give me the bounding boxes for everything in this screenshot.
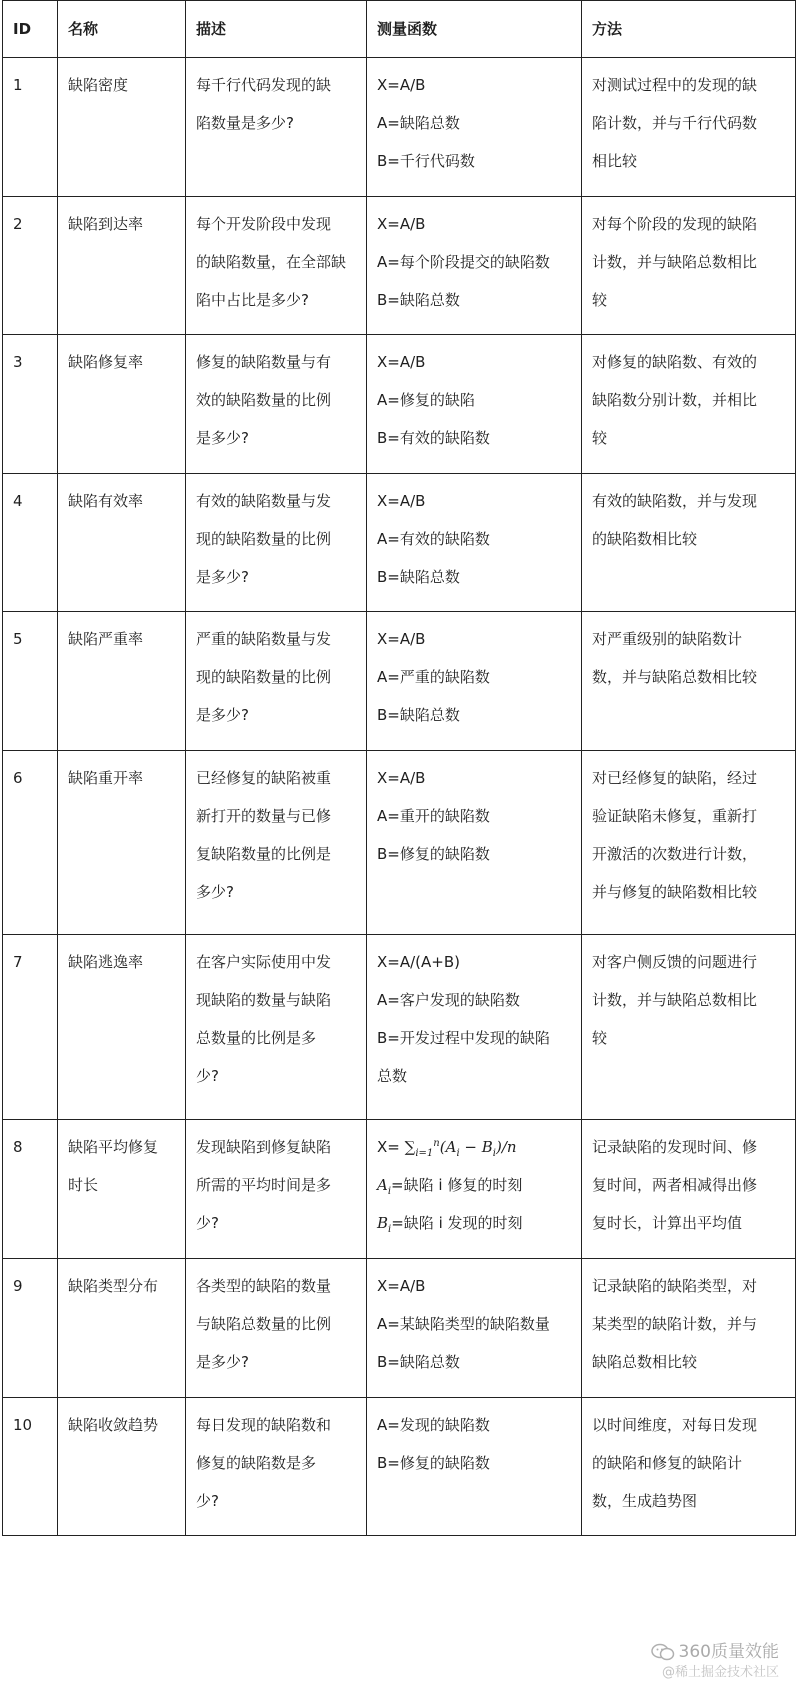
metric-description: 现缺陷的数量与缺陷 [196, 991, 332, 1009]
cell-measure-function [367, 58, 582, 197]
cell-id [3, 197, 58, 335]
measure-formula: X=A/B [377, 76, 426, 94]
measure-formula: A=某缺陷类型的缺陷数量 [377, 1315, 550, 1333]
metric-description: 发现缺陷到修复缺陷 [196, 1138, 332, 1156]
cell-name [58, 935, 186, 1120]
method-text: 的缺陷和修复的缺陷计 [592, 1454, 743, 1472]
cell-id [3, 751, 58, 935]
metric-description: 每日发现的缺陷数和 [196, 1416, 332, 1434]
metric-name: 缺陷逃逸率 [68, 953, 144, 971]
cell-description [186, 935, 367, 1120]
row-id: 8 [13, 1138, 23, 1156]
cell-description [186, 58, 367, 197]
measure-formula: A=每个阶段提交的缺陷数 [377, 253, 550, 271]
metric-name: 缺陷严重率 [68, 630, 144, 648]
method-text: 相比较 [592, 152, 638, 170]
table-body [3, 58, 796, 1536]
measure-formula: A=缺陷总数 [377, 114, 460, 132]
formula-variable-text: =缺陷 i 发现的时刻 [391, 1214, 523, 1232]
measure-formula: A=客户发现的缺陷数 [377, 991, 520, 1009]
table-row [3, 1398, 796, 1536]
metric-description: 总数量的比例是多 [196, 1029, 317, 1047]
watermark [651, 1640, 779, 1682]
row-id: 1 [13, 76, 23, 94]
row-id: 7 [13, 953, 23, 971]
metric-description: 新打开的数量与已修 [196, 807, 332, 825]
header-name: 名称 [58, 1, 186, 58]
cell-description [186, 1120, 367, 1259]
cell-method [582, 1120, 796, 1259]
metric-description: 有效的缺陷数量与发 [196, 492, 332, 510]
cell-method [582, 612, 796, 751]
metric-description: 与缺陷总数量的比例 [196, 1315, 332, 1333]
metric-description: 是多少? [196, 706, 249, 724]
measure-formula: X=A/B [377, 630, 426, 648]
cell-id [3, 335, 58, 474]
cell-method [582, 335, 796, 474]
row-id: 5 [13, 630, 23, 648]
metric-description: 修复的缺陷数是多 [196, 1454, 317, 1472]
measure-formula: B=修复的缺陷数 [377, 845, 490, 863]
cell-method [582, 751, 796, 935]
metric-description: 已经修复的缺陷被重 [196, 769, 332, 787]
formula-prefix: X= [377, 1138, 400, 1156]
formula-variable: $B_i$ [377, 1214, 392, 1235]
cell-name [58, 1120, 186, 1259]
measure-formula: A=有效的缺陷数 [377, 530, 490, 548]
cell-id [3, 1259, 58, 1398]
table-row [3, 935, 796, 1120]
table-row [3, 335, 796, 474]
cell-description [186, 474, 367, 612]
measure-formula: B=缺陷总数 [377, 568, 460, 586]
header-measure-function: 测量函数 [367, 1, 582, 58]
table-row [3, 1120, 796, 1259]
table-row [3, 58, 796, 197]
header-description: 描述 [186, 1, 367, 58]
metric-name: 缺陷收敛趋势 [68, 1416, 159, 1434]
measure-formula: B=有效的缺陷数 [377, 429, 490, 447]
metric-description: 修复的缺陷数量与有 [196, 353, 332, 371]
cell-measure-function [367, 612, 582, 751]
cell-description [186, 751, 367, 935]
metric-description: 效的缺陷数量的比例 [196, 391, 332, 409]
method-text: 复时长，计算出平均值 [592, 1214, 743, 1232]
row-id: 6 [13, 769, 23, 787]
cell-name [58, 58, 186, 197]
method-text: 对每个阶段的发现的缺陷 [592, 215, 758, 233]
measure-formula: X=A/B [377, 769, 426, 787]
metric-description: 每个开发阶段中发现 [196, 215, 332, 233]
measure-formula: B=千行代码数 [377, 152, 475, 170]
cell-id [3, 612, 58, 751]
method-text: 对严重级别的缺陷数计 [592, 630, 743, 648]
method-text: 缺陷数分别计数，并相比 [592, 391, 758, 409]
measure-formula: X=A/B [377, 215, 426, 233]
cell-method [582, 474, 796, 612]
measure-formula: A=严重的缺陷数 [377, 668, 490, 686]
wechat-icon [651, 1643, 675, 1661]
measure-formula: 总数 [377, 1067, 408, 1085]
metric-description: 各类型的缺陷的数量 [196, 1277, 332, 1295]
metric-name: 缺陷平均修复 [68, 1138, 159, 1156]
metric-description: 的缺陷数量，在全部缺 [196, 253, 347, 271]
measure-formula: X=A/(A+B) [377, 953, 460, 971]
measure-formula: B=缺陷总数 [377, 1353, 460, 1371]
row-id: 10 [13, 1416, 33, 1434]
cell-measure-function [367, 1120, 582, 1259]
cell-measure-function [367, 935, 582, 1120]
formula-variable: $A_i$ [377, 1176, 392, 1197]
cell-method [582, 1259, 796, 1398]
metric-description: 每千行代码发现的缺 [196, 76, 332, 94]
method-text: 对客户侧反馈的问题进行 [592, 953, 758, 971]
method-text: 较 [592, 291, 608, 309]
cell-name [58, 1259, 186, 1398]
method-text: 记录缺陷的发现时间、修 [592, 1138, 758, 1156]
cell-description [186, 1259, 367, 1398]
method-text: 数，生成趋势图 [592, 1492, 698, 1510]
metric-description: 少? [196, 1067, 219, 1085]
method-text: 较 [592, 429, 608, 447]
cell-method [582, 197, 796, 335]
method-text: 验证缺陷未修复，重新打 [592, 807, 758, 825]
table-row [3, 751, 796, 935]
cell-measure-function [367, 1259, 582, 1398]
table-row [3, 612, 796, 751]
metric-description: 陷数量是多少? [196, 114, 294, 132]
cell-measure-function [367, 335, 582, 474]
method-text: 较 [592, 1029, 608, 1047]
watermark-line1: 360质量效能 [678, 1642, 779, 1662]
metric-description: 少? [196, 1492, 219, 1510]
measure-formula: B=修复的缺陷数 [377, 1454, 490, 1472]
cell-method [582, 935, 796, 1120]
measure-formula: X=A/B [377, 353, 426, 371]
metric-name: 缺陷类型分布 [68, 1277, 159, 1295]
table-row [3, 474, 796, 612]
table-header-row [3, 1, 796, 58]
method-text: 有效的缺陷数，并与发现 [592, 492, 758, 510]
cell-description [186, 197, 367, 335]
method-text: 缺陷总数相比较 [592, 1353, 698, 1371]
metric-description: 多少? [196, 883, 234, 901]
cell-name [58, 335, 186, 474]
method-text: 对修复的缺陷数、有效的 [592, 353, 758, 371]
cell-name [58, 474, 186, 612]
summation-expression: $\sum_{i=1}^n(A_i - B_i)/n$ [399, 1138, 517, 1159]
method-text: 的缺陷数相比较 [592, 530, 698, 548]
cell-measure-function [367, 197, 582, 335]
watermark-brand [651, 1640, 779, 1664]
metric-name: 时长 [68, 1176, 99, 1194]
method-text: 某类型的缺陷计数，并与 [592, 1315, 758, 1333]
metric-description: 复缺陷数量的比例是 [196, 845, 332, 863]
cell-method [582, 58, 796, 197]
method-text: 计数，并与缺陷总数相比 [592, 253, 758, 271]
measure-formula: X=A/B [377, 492, 426, 510]
cell-measure-function [367, 474, 582, 612]
cell-name [58, 612, 186, 751]
cell-description [186, 335, 367, 474]
metric-name: 缺陷到达率 [68, 215, 144, 233]
metric-description: 是多少? [196, 1353, 249, 1371]
measure-formula: A=修复的缺陷 [377, 391, 475, 409]
method-text: 对已经修复的缺陷，经过 [592, 769, 758, 787]
cell-id [3, 1120, 58, 1259]
row-id: 3 [13, 353, 23, 371]
measure-formula: A=发现的缺陷数 [377, 1416, 490, 1434]
cell-id [3, 474, 58, 612]
method-text: 以时间维度，对每日发现 [592, 1416, 758, 1434]
method-text: 并与修复的缺陷数相比较 [592, 883, 758, 901]
metric-description: 是多少? [196, 429, 249, 447]
method-text: 复时间，两者相减得出修 [592, 1176, 758, 1194]
cell-id [3, 935, 58, 1120]
metric-name: 缺陷重开率 [68, 769, 144, 787]
method-text: 记录缺陷的缺陷类型，对 [592, 1277, 758, 1295]
method-text: 数，并与缺陷总数相比较 [592, 668, 758, 686]
cell-name [58, 1398, 186, 1536]
cell-measure-function [367, 751, 582, 935]
cell-id [3, 1398, 58, 1536]
measure-formula: A=重开的缺陷数 [377, 807, 490, 825]
defect-metrics-table [2, 0, 796, 1536]
row-id: 4 [13, 492, 23, 510]
cell-id [3, 58, 58, 197]
table-row [3, 1259, 796, 1398]
cell-name [58, 197, 186, 335]
metric-description: 严重的缺陷数量与发 [196, 630, 332, 648]
metric-description: 陷中占比是多少? [196, 291, 309, 309]
metric-description: 现的缺陷数量的比例 [196, 530, 332, 548]
metric-description: 少? [196, 1214, 219, 1232]
formula-variable-text: =缺陷 i 修复的时刻 [391, 1176, 523, 1194]
table-row [3, 197, 796, 335]
method-text: 计数，并与缺陷总数相比 [592, 991, 758, 1009]
metric-name: 缺陷修复率 [68, 353, 144, 371]
cell-method [582, 1398, 796, 1536]
cell-name [58, 751, 186, 935]
header-id: ID [3, 1, 58, 58]
metric-name: 缺陷有效率 [68, 492, 144, 510]
method-text: 对测试过程中的发现的缺 [592, 76, 758, 94]
method-text: 陷计数，并与千行代码数 [592, 114, 758, 132]
measure-formula: X=A/B [377, 1277, 426, 1295]
metric-description: 在客户实际使用中发 [196, 953, 332, 971]
measure-formula: B=缺陷总数 [377, 291, 460, 309]
row-id: 9 [13, 1277, 23, 1295]
metric-description: 所需的平均时间是多 [196, 1176, 332, 1194]
cell-measure-function [367, 1398, 582, 1536]
measure-formula: B=开发过程中发现的缺陷 [377, 1029, 550, 1047]
formula-variable-definition [377, 1198, 575, 1248]
method-text: 开激活的次数进行计数， [592, 845, 758, 863]
header-method: 方法 [582, 1, 796, 58]
watermark-line2: @稀土掘金技术社区 [661, 1665, 779, 1680]
row-id: 2 [13, 215, 23, 233]
metric-description: 现的缺陷数量的比例 [196, 668, 332, 686]
measure-formula: B=缺陷总数 [377, 706, 460, 724]
cell-description [186, 612, 367, 751]
metric-name: 缺陷密度 [68, 76, 129, 94]
cell-description [186, 1398, 367, 1536]
metric-description: 是多少? [196, 568, 249, 586]
